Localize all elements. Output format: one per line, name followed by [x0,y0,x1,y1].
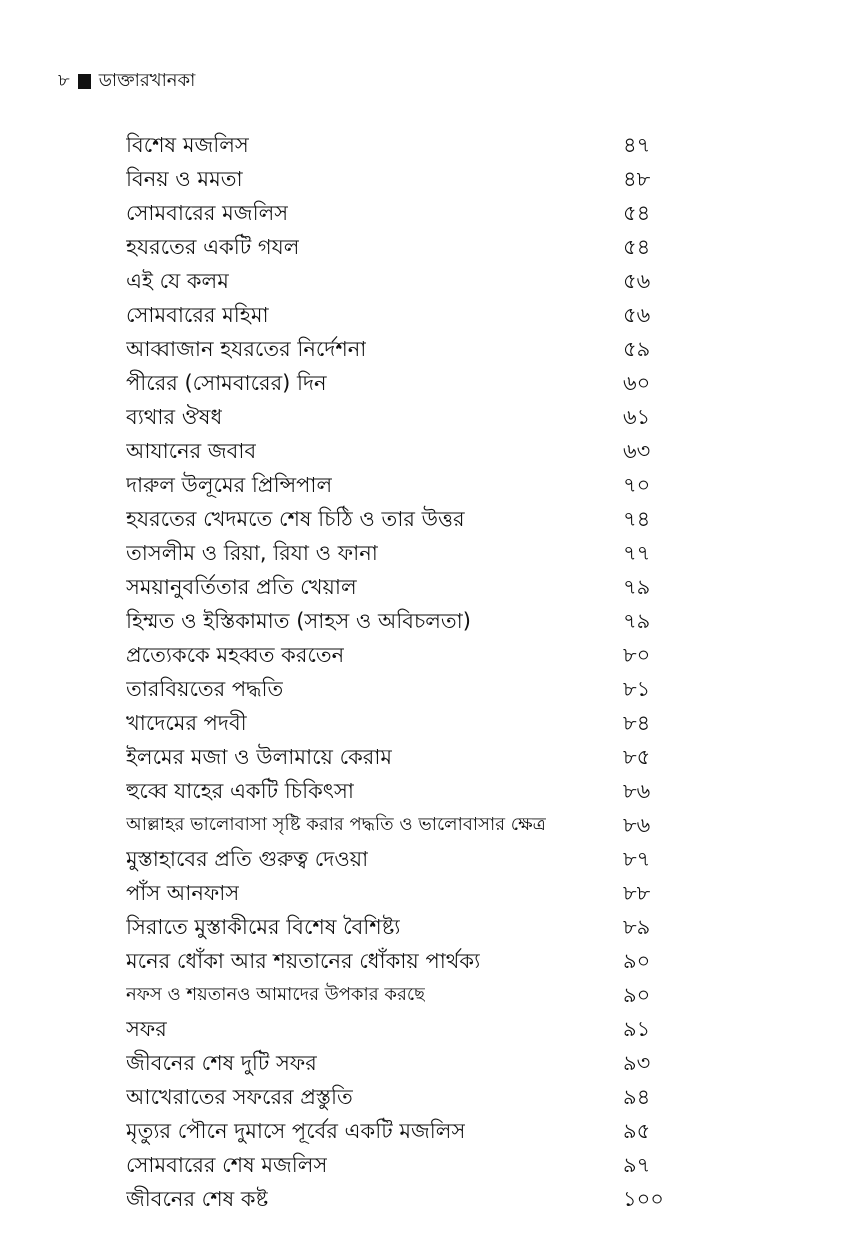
toc-entry [126,740,671,774]
toc-entry-title: নফস ও শয়তানও আমাদের উপকার করছে [126,984,426,1005]
toc-entry [126,638,671,672]
toc-entry [126,672,671,706]
page-number: ৮ [58,70,70,91]
toc-entry-title: হুব্বে যাহের একটি চিকিৎসা [126,779,354,803]
toc-entry-page: ৫৪ [623,201,651,225]
toc-entry-page: ৯৭ [623,1153,651,1177]
toc-entry-title: হিম্মত ও ইস্তিকামাত (সাহস ও অবিচলতা) [126,609,471,633]
toc-entry-title: ইলমের মজা ও উলামায়ে কেরাম [126,745,393,769]
toc-entry-page: ৪৭ [623,133,651,157]
toc-entry-title: খাদেমের পদবী [126,711,247,735]
toc-entry [126,536,671,570]
toc-entry-page: ৮৪ [623,711,651,735]
toc-entry-title: ব্যথার ঔষধ [126,405,223,429]
toc-entry-page: ৮৬ [623,813,651,837]
table-of-contents [126,128,671,1216]
toc-entry [126,570,671,604]
toc-entry-title: জীবনের শেষ দুটি সফর [126,1051,317,1075]
toc-entry-title: সোমবারের শেষ মজলিস [126,1153,328,1177]
toc-entry [126,1114,671,1148]
toc-entry [126,774,671,808]
toc-entry-title: আযানের জবাব [126,439,257,463]
toc-entry-title: তারবিয়তের পদ্ধতি [126,677,284,701]
toc-entry-page: ৭৯ [623,575,651,599]
toc-entry-page: ৮৮ [623,881,651,905]
toc-entry-page: ৮৭ [623,847,651,871]
toc-entry-title: বিনয় ও মমতা [126,167,243,191]
toc-entry [126,434,671,468]
toc-entry [126,978,671,1012]
toc-entry [126,298,671,332]
toc-entry-page: ৮৬ [623,779,651,803]
toc-entry-title: জীবনের শেষ কষ্ট [126,1187,269,1211]
toc-entry-page: ৬১ [623,405,651,429]
book-title: ডাক্তারখানকা [98,70,196,91]
square-bullet-icon [78,74,91,89]
toc-entry-page: ৬৩ [623,439,651,463]
toc-entry [126,1182,671,1216]
toc-entry-page: ৭৭ [623,541,651,565]
toc-entry-title: মুস্তাহাবের প্রতি গুরুত্ব দেওয়া [126,847,369,871]
toc-entry-page: ৯৩ [623,1051,651,1075]
toc-entry-title: সময়ানুবর্তিতার প্রতি খেয়াল [126,575,357,599]
toc-entry [126,910,671,944]
toc-entry-title: প্রত্যেককে মহব্বত করতেন [126,643,345,667]
toc-entry-title: তাসলীম ও রিয়া, রিযা ও ফানা [126,541,378,565]
toc-entry-page: ৯৪ [623,1085,651,1109]
toc-entry-title: পীরের (সোমবারের) দিন [126,371,327,395]
toc-entry-title: মৃত্যুর পৌনে দুমাসে পূর্বের একটি মজলিস [126,1119,466,1143]
toc-entry [126,604,671,638]
toc-entry-page: ৯০ [623,983,651,1007]
toc-entry [126,808,671,842]
toc-entry [126,128,671,162]
toc-entry-title: সফর [126,1017,167,1041]
toc-entry-page: ৭৪ [623,507,651,531]
toc-entry-title: হযরতের একটি গযল [126,235,300,259]
toc-entry-page: ৮০ [623,643,651,667]
toc-entry-page: ৫৬ [623,303,651,327]
toc-entry [126,230,671,264]
toc-entry-page: ৯০ [623,949,651,973]
toc-entry [126,162,671,196]
toc-entry-page: ৭৯ [623,609,651,633]
toc-entry [126,196,671,230]
toc-entry-title: আল্লাহর ভালোবাসা সৃষ্টি করার পদ্ধতি ও ভালোবাসার ক্ষেত্র [126,814,546,835]
toc-entry [126,332,671,366]
toc-entry [126,1148,671,1182]
toc-entry-title: সিরাতে মুস্তাকীমের বিশেষ বৈশিষ্ট্য [126,915,401,939]
toc-entry-title: আব্বাজান হযরতের নির্দেশনা [126,337,367,361]
toc-entry-title: পাঁস আনফাস [126,881,240,905]
toc-entry [126,1080,671,1114]
toc-entry-page: ১০০ [623,1187,664,1211]
toc-entry-page: ৮১ [623,677,651,701]
toc-entry-page: ৬০ [623,371,651,395]
toc-entry-page: ৭০ [623,473,651,497]
toc-entry-title: দারুল উলূমের প্রিন্সিপাল [126,473,333,497]
toc-entry-page: ৪৮ [623,167,651,191]
toc-entry [126,264,671,298]
toc-entry [126,502,671,536]
toc-entry-title: আখেরাতের সফরের প্রস্তুতি [126,1085,353,1109]
toc-entry-title: সোমবারের মজলিস [126,201,289,225]
toc-entry-page: ৯৫ [623,1119,651,1143]
toc-entry-title: সোমবারের মহিমা [126,303,269,327]
toc-entry [126,468,671,502]
toc-entry-page: ৯১ [623,1017,651,1041]
toc-entry-title: হযরতের খেদমতে শেষ চিঠি ও তার উত্তর [126,507,465,531]
toc-entry [126,876,671,910]
toc-entry [126,842,671,876]
toc-entry [126,1046,671,1080]
running-header [58,70,195,92]
toc-entry-page: ৮৯ [623,915,651,939]
toc-entry [126,944,671,978]
toc-entry [126,400,671,434]
toc-entry-page: ৫৪ [623,235,651,259]
toc-entry-title: মনের ধোঁকা আর শয়তানের ধোঁকায় পার্থক্য [126,949,481,973]
toc-entry-title: এই যে কলম [126,269,229,293]
toc-entry [126,1012,671,1046]
toc-entry-title: বিশেষ মজলিস [126,133,249,157]
toc-entry-page: ৫৬ [623,269,651,293]
toc-entry [126,366,671,400]
toc-entry [126,706,671,740]
toc-entry-page: ৫৯ [623,337,651,361]
toc-entry-page: ৮৫ [623,745,651,769]
